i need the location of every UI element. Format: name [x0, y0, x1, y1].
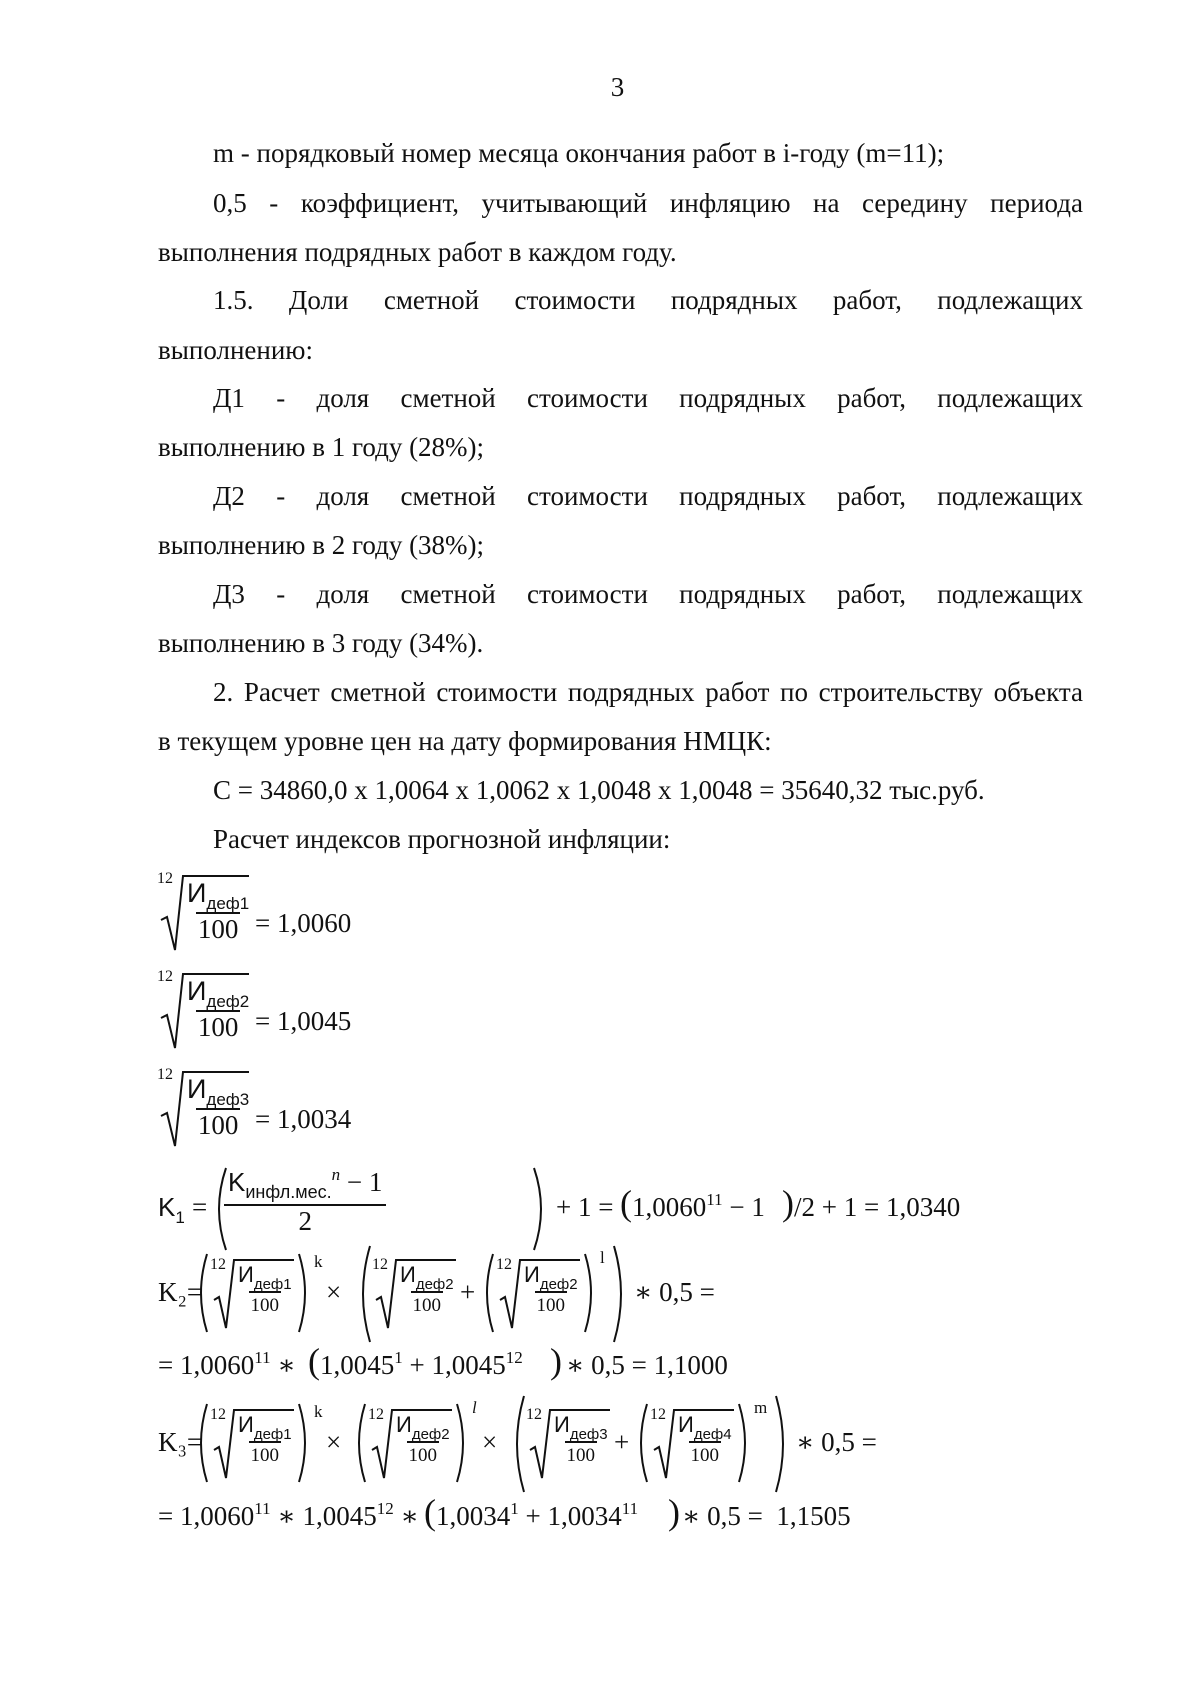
- text-line: 0,5 - коэффициент, учитывающий инфляцию на середину периода: [213, 188, 1083, 218]
- left-paren: [634, 1402, 650, 1484]
- formula-idef1: [157, 870, 352, 952]
- root-index: 12: [157, 1066, 173, 1083]
- paren-open: (: [620, 1183, 632, 1223]
- fraction: [185, 1074, 251, 1140]
- denominator: 100: [197, 1110, 239, 1140]
- left-paren: [194, 1402, 210, 1484]
- i-letter: И: [187, 1074, 207, 1104]
- root-12: 12 $И_{деф3}$ 100: [526, 1404, 610, 1480]
- k3-calc-inner: $1,0034^1 + 1,0034^{11}$: [436, 1499, 639, 1531]
- text-line: 2. Расчет сметной стоимости подрядных работ по строительству объекта: [213, 677, 1083, 707]
- k2-result: ∗ 0,5 = 1,1000: [566, 1350, 728, 1380]
- times: ×: [326, 1277, 342, 1307]
- k3-calc-pre: = $1,0060^{11}$ ∗ 1,0045$^{12}$ ∗: [158, 1499, 419, 1531]
- exp-k: k: [314, 1252, 323, 1271]
- right-paren-big: [772, 1394, 792, 1494]
- times: ×: [482, 1427, 498, 1457]
- left-paren: [352, 1402, 368, 1484]
- k3-tail: ∗ 0,5 =: [796, 1427, 877, 1457]
- root-index: 12: [157, 968, 173, 985]
- index-sub: деф3: [206, 1090, 250, 1109]
- text-line: в текущем уровне цен на дату формирования НМЦК:: [158, 726, 772, 756]
- right-paren-big: [610, 1244, 630, 1344]
- root-12: [157, 870, 249, 952]
- equals: =: [192, 1192, 208, 1222]
- right-paren: [582, 1252, 598, 1334]
- text-line: Д3 - доля сметной стоимости подрядных работ, подлежащих: [213, 579, 1083, 609]
- plus-one: + 1 =: [556, 1192, 614, 1222]
- root-12: [157, 968, 249, 1050]
- denominator: 100: [197, 914, 239, 944]
- text-line: выполнению в 2 году (38%);: [158, 530, 485, 560]
- times: ×: [326, 1427, 342, 1457]
- text-line: m - порядковый номер месяца окончания работ в i-году (m=11);: [213, 138, 945, 168]
- root-12: 12 $И_{деф2}$ 100: [368, 1404, 452, 1480]
- paren-close: ): [668, 1492, 680, 1532]
- formula-idef2: [157, 968, 352, 1050]
- text-line: выполнению в 1 году (28%);: [158, 432, 485, 462]
- k2-calc-inner: $1,0045^1 + 1,0045^{12}$: [320, 1348, 523, 1380]
- left-paren: [194, 1252, 210, 1334]
- root-index: 12: [157, 870, 173, 887]
- result: = 1,0045: [255, 1006, 352, 1036]
- exp-l: l: [600, 1248, 605, 1267]
- index-sub: деф1: [206, 894, 250, 913]
- root-12: 12 $И_{деф2}$ 100: [496, 1254, 580, 1330]
- k1-calc: 1,0060$^{11}$ − 1: [632, 1190, 765, 1222]
- k2-tail: ∗ 0,5 =: [634, 1277, 715, 1307]
- root-12: 12 $И_{деф1}$ 100: [210, 1254, 294, 1330]
- paren-open: (: [424, 1492, 436, 1532]
- k2-calc-pre: = $1,0060^{11}$ ∗: [158, 1348, 296, 1380]
- root-12: 12 $И_{деф1}$ 100: [210, 1404, 294, 1480]
- root-12: 12 $И_{деф4}$ 100: [650, 1404, 734, 1480]
- index-sub: деф2: [206, 992, 250, 1011]
- fraction: [185, 976, 251, 1042]
- right-paren: [530, 1166, 550, 1252]
- right-paren: [296, 1252, 312, 1334]
- text-line: выполнению в 3 году (34%).: [158, 628, 484, 658]
- right-paren: [736, 1402, 752, 1484]
- k1-fraction: $K_{инфл.мес.}^n - 1$ 2: [226, 1164, 384, 1236]
- left-paren-big: [354, 1244, 374, 1344]
- plus: +: [614, 1427, 630, 1457]
- result: = 1,0034: [255, 1104, 352, 1134]
- plus: +: [460, 1277, 476, 1307]
- denominator: 100: [197, 1012, 239, 1042]
- left-paren-big: [508, 1394, 528, 1494]
- exp-m: m: [754, 1398, 768, 1417]
- paren-open: (: [308, 1341, 320, 1381]
- text-line: Д2 - доля сметной стоимости подрядных работ, подлежащих: [213, 481, 1083, 511]
- section-heading: Расчет индексов прогнозной инфляции:: [213, 824, 671, 854]
- i-letter: И: [187, 976, 207, 1006]
- k3-result: ∗ 0,5 = 1,1505: [682, 1501, 851, 1531]
- k1-lhs: $K_1$: [158, 1192, 185, 1227]
- root-12: 12 $И_{деф2}$ 100: [372, 1254, 456, 1330]
- exp-l: l: [472, 1398, 477, 1417]
- text-line: Д1 - доля сметной стоимости подрядных работ, подлежащих: [213, 383, 1083, 413]
- k3-lhs: K₃=: [158, 1427, 203, 1457]
- paren-close: ): [550, 1341, 562, 1381]
- paren-close: ): [782, 1183, 794, 1223]
- right-paren: [454, 1402, 470, 1484]
- text-line: 1.5. Доли сметной стоимости подрядных работ, подлежащих: [213, 285, 1083, 315]
- k2-lhs: K₂=: [158, 1277, 203, 1307]
- formula-idef3: [157, 1066, 352, 1148]
- page-number: 3: [610, 72, 625, 102]
- root-12: [157, 1066, 249, 1148]
- i-letter: И: [187, 878, 207, 908]
- cost-formula: С = 34860,0 х 1,0064 х 1,0062 х 1,0048 х 1,0048 = 35640,32 тыс.руб.: [213, 775, 985, 805]
- result: = 1,0060: [255, 908, 352, 938]
- k1-result: /2 + 1 = 1,0340: [794, 1192, 961, 1222]
- right-paren: [296, 1402, 312, 1484]
- exp-k: k: [314, 1402, 323, 1421]
- text-line: выполнению:: [158, 335, 313, 365]
- fraction: [185, 878, 251, 944]
- left-paren: [480, 1252, 496, 1334]
- text-line: выполнения подрядных работ в каждом году.: [158, 237, 677, 267]
